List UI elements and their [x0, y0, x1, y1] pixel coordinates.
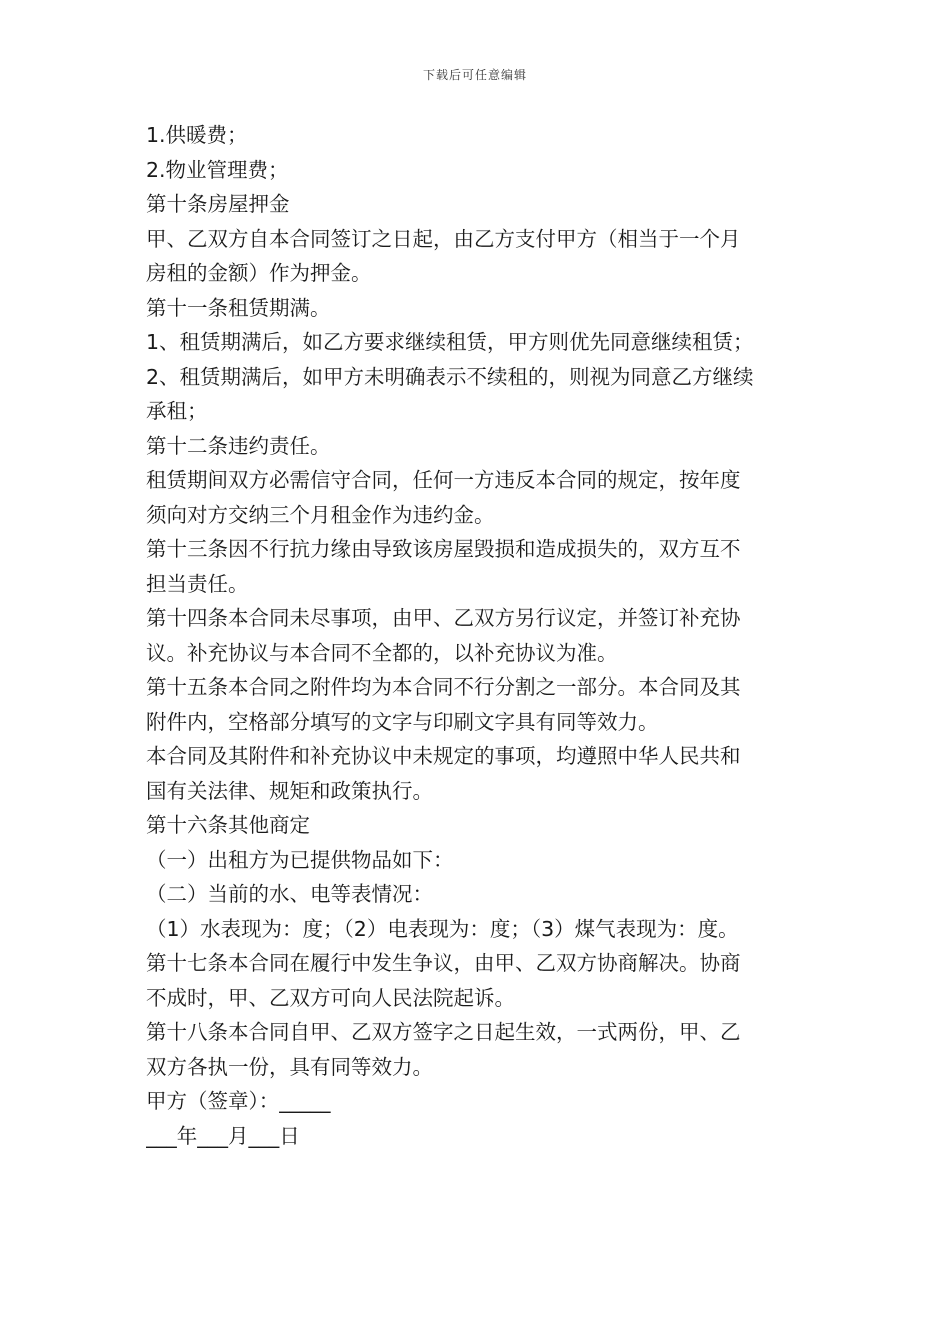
- text-line: 2、租赁期满后，如甲方未明确表示不续租的，则视为同意乙方继续: [146, 364, 754, 389]
- text-line: 国有关法律、规矩和政策执行。: [146, 778, 433, 803]
- text-line: 第十五条本合同之附件均为本合同不行分割之一部分。本合同及其: [146, 675, 741, 699]
- text-line: （一）出租方为已提供物品如下：: [146, 847, 454, 872]
- text-line: 第十四条本合同未尽事项，由甲、乙双方另行议定，并签订补充协: [146, 606, 741, 630]
- section-heading: 第十六条其他商定: [146, 813, 310, 837]
- text-line: （二）当前的水、电等表情况：: [146, 882, 433, 906]
- text-line: 租赁期间双方必需信守合同，任何一方违反本合同的规定，按年度: [146, 468, 741, 492]
- text-line: 第十八条本合同自甲、乙双方签字之日起生效，一式两份，甲、乙: [146, 1020, 741, 1044]
- text-line: 2.物业管理费；: [146, 157, 289, 182]
- document-body: [146, 118, 810, 1153]
- text-line: 须向对方交纳三个月租金作为违约金。: [146, 502, 495, 527]
- text-line: （1）水表现为：度；（2）电表现为：度；（3）煤气表现为：度。: [146, 916, 739, 941]
- text-line: 附件内，空格部分填写的文字与印刷文字具有同等效力。: [146, 709, 659, 734]
- text-line: 甲、乙双方自本合同签订之日起，由乙方支付甲方（相当于一个月: [146, 226, 741, 251]
- text-line: 担当责任。: [146, 571, 249, 596]
- section-heading: 第十二条违约责任。: [146, 433, 331, 458]
- text-line: 不成时，甲、乙双方可向人民法院起诉。: [146, 985, 515, 1010]
- text-line: 第十七条本合同在履行中发生争议，由甲、乙双方协商解决。协商: [146, 951, 741, 975]
- text-line: 双方各执一份，具有同等效力。: [146, 1054, 433, 1079]
- section-heading: 第十一条租赁期满。: [146, 295, 331, 320]
- text-line: 1.供暖费；: [146, 123, 248, 147]
- section-heading: 第十条房屋押金: [146, 192, 290, 216]
- text-line: 房租的金额）作为押金。: [146, 261, 372, 285]
- page-header: 下载后可任意编辑: [422, 68, 527, 82]
- date-line: ___年___月___日: [146, 1123, 300, 1148]
- text-line: 1、租赁期满后，如乙方要求继续租赁，甲方则优先同意继续租赁；: [146, 330, 754, 354]
- text-line: 承租；: [146, 399, 208, 423]
- text-line: 议。补充协议与本合同不全都的，以补充协议为准。: [146, 640, 618, 665]
- text-line: 第十三条因不行抗力缘由导致该房屋毁损和造成损失的，双方互不: [146, 537, 741, 561]
- text-line: 本合同及其附件和补充协议中未规定的事项，均遵照中华人民共和: [146, 744, 741, 768]
- signature-line: 甲方（签章）：_____: [146, 1089, 331, 1113]
